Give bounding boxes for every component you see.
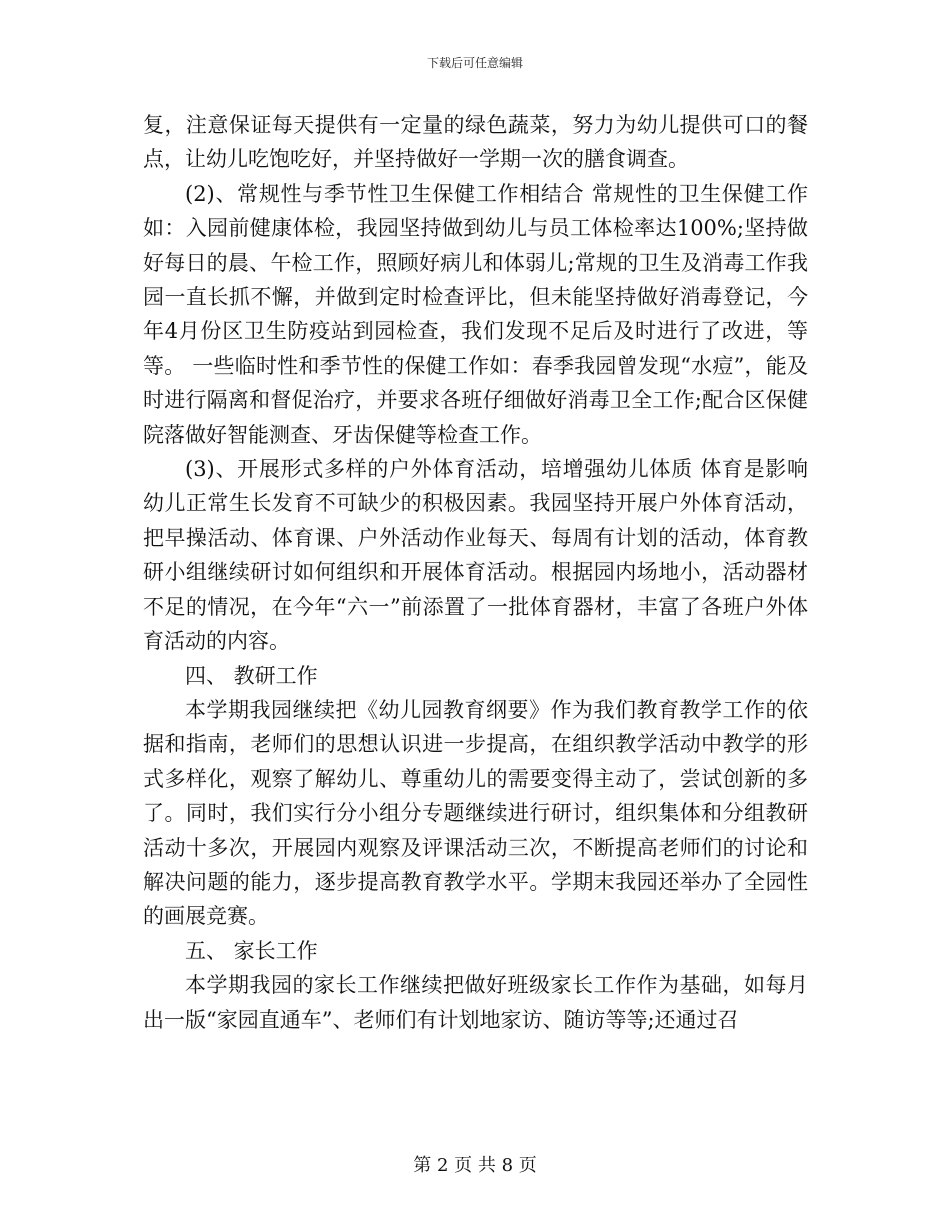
section-heading: 五、 家长工作 — [185, 938, 318, 963]
document-body — [143, 108, 808, 1037]
page-header: 下载后可任意编辑 — [426, 56, 523, 70]
paragraph: 本学期我园继续把《幼儿园教育纲要》作为我们教育教学工作的依据和指南，老师们的思想认识进一步提高，在组织教学活动中教学的形式多样化，观察了解幼儿、尊重幼儿的需要变得主动了，尝试创新的多了。同时，我们实行分小组分专题继续进行研讨，组织集体和分组教研活动十多次，开展园内观察及评课活动三次，不断提高老师们的讨论和解决问题的能力，逐步提高教育教学水平。学期末我园还举办了全园性的画展竞赛。 — [143, 697, 808, 929]
paragraph: (2)、常规性与季节性卫生保健工作相结合 常规性的卫生保健工作如：入园前健康体检，我园坚持做到幼儿与员工体检率达100%;坚持做好每日的晨、午检工作，照顾好病儿和体弱儿;常规的卫生及消毒工作我园一直长抓不懈，并做到定时检查评比，但未能坚持做好消毒登记，今年4月份区卫生防疫站到园检查，我们发现不足后及时进行了改进，等等。 一些临时性和季节性的保健工作如：春季我园曾发现“水痘”，能及时进行隔离和督促治疗，并要求各班仔细做好消毒卫全工作;配合区保健院落做好智能测查、牙齿保健等检查工作。 — [143, 181, 808, 447]
section-heading: 四、 教研工作 — [185, 663, 318, 688]
paragraph: (3)、开展形式多样的户外体育活动，培增强幼儿体质 体育是影响幼儿正常生长发育不可缺少的积极因素。我园坚持开展户外体育活动，把早操活动、体育课、户外活动作业每天、每周有计划的活动，体育教研小组继续研讨如何组织和开展体育活动。根据园内场地小，活动器材不足的情况，在今年“六一”前添置了一批体育器材，丰富了各班户外体育活动的内容。 — [143, 457, 808, 654]
paragraph: 复，注意保证每天提供有一定量的绿色蔬菜，努力为幼儿提供可口的餐点，让幼儿吃饱吃好，并坚持做好一学期一次的膳食调查。 — [143, 113, 808, 172]
page-footer: 第 2 页 共 8 页 — [413, 1155, 537, 1176]
paragraph: 本学期我园的家长工作继续把做好班级家长工作作为基础，如每月出一版“家园直通车”、老师们有计划地家访、随访等等;还通过召 — [143, 973, 808, 1032]
